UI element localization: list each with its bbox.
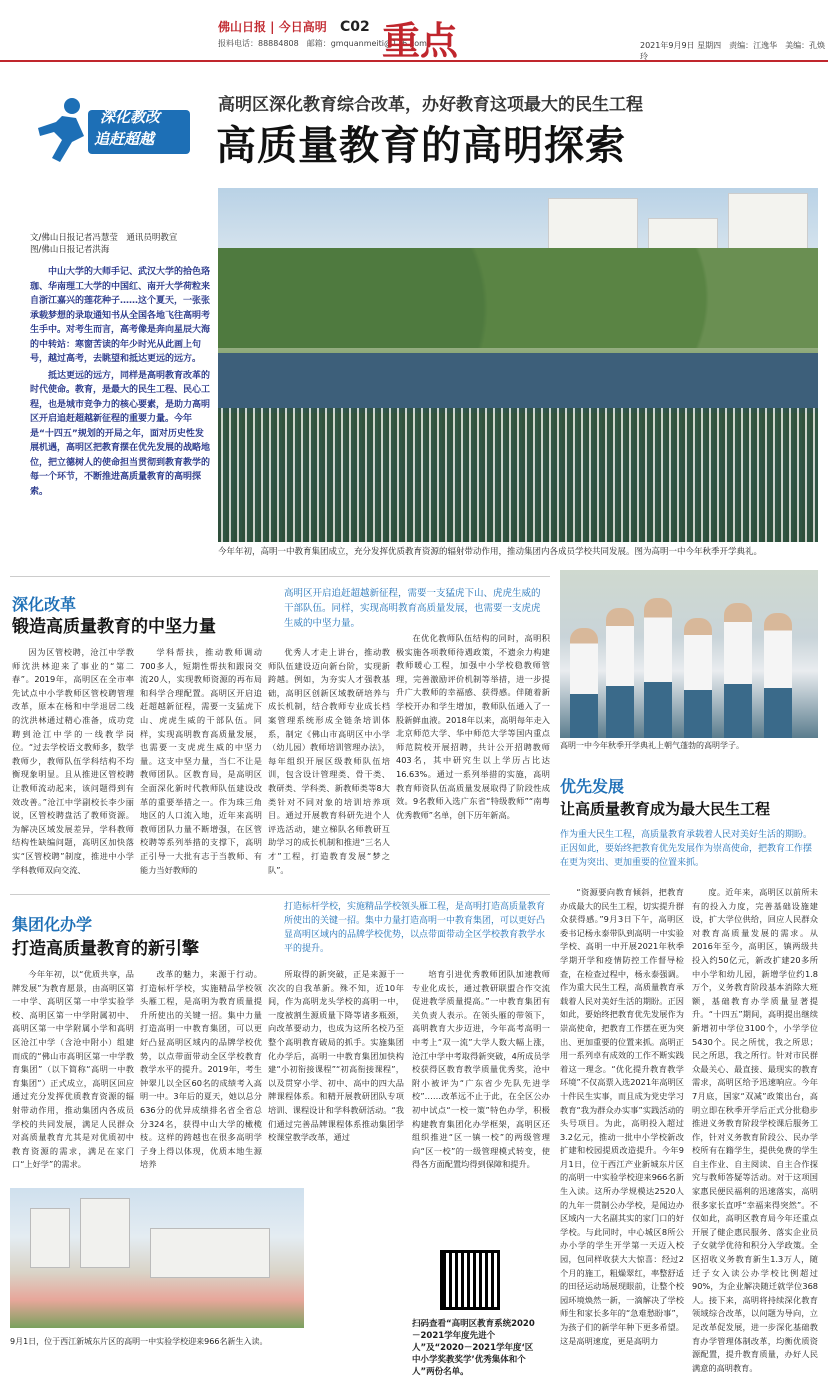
section1-col4: 在优化教师队伍结构的同时，高明积极实施各项教师待遇政策，不遗余力构建教师暖心工程，加强中小学校稳教师管理，完善激励评价机制等举措，进一步提升广大教师的幸福感、获得感。伴随着新学校开办和学生增加，教师队伍通入了一股新鲜血液。2018年以来，高明每年走入北京师范大学、华中师范大学等国内重点师范院校开展招聘，共计公开招聘教师403名，其中研究生以上学历占比达16.63%。通过一系列举措的实施，高明教育师资队伍高质量发展取得了阶段性成效。9名教师入选广东省“特级教师”“南粤优秀教师”名单，创下历年新高。 xyxy=(396,633,550,820)
school-photo-caption: 9月1日，位于西江新城东片区的高明一中实验学校迎来966名新生入读。 xyxy=(10,1337,268,1346)
hero-photo xyxy=(218,188,818,542)
section3-title: 让高质量教育成为最大民生工程 xyxy=(560,800,771,818)
school-photo xyxy=(10,1188,304,1328)
section2-quote: 打造标杆学校，实施精品学校领头雁工程，是高明打造高质量教育所使出的关键一招。集中力量打造高明一中教育集团，可以更好凸显高明区域内的品牌学校优势，以点带面带动全区学校教育教学水平的提升。 xyxy=(284,902,546,954)
section3-col1: “资源要向教育倾斜，把教育办成最大的民生工程，切实提升群众获得感。”9月3日下午，高明区委书记杨永泰带队到高明一中实验学校、高明一中开展2021年秋季学期开学和疫情防控工作督导检查，在检查过程中，杨永泰强调。作为重大民生工程，高质量教育承载着人民对美好生活的期盼。正因如此，要始终把教育优先发展作为崇高使命，把教育工作摆在更为突出、更加重要的位置来抓。高明正用一系列卓有成效的工作不断实践着这一理念。“优化提升教育教学环境”不仅高票入选2021年高明区十件民生实事，而且成为党史学习教育“我为群众办实事”实践活动的头号项目。为此，高明投入超过3.2亿元，推动一批中小学校新改扩建和校园提质改造提升。今年9月1日，位于西江产业新城东片区的高明一中实验学校迎来966名新生入读。这所办学规模达2520人的九年一贯制公办学校，是闻边办区域内一大名副其实的家门口的好学校。与此同时，中心城区8所公办小学的学生开学第一天迈入校园，包同样收获大大惊喜：经过2个月的施工，粗燥翠红，率整舒适的田径运动场展现眼前，让整个校园环境焕然一新，一滴解决了学校师生和家长多年的“急难愁盼事”，为孩子们的新学年种下更多希望。这是高明速度，更是高明力 xyxy=(560,887,684,1346)
students-photo-caption: 高明一中今年秋季开学典礼上朝气蓬勃的高明学子。 xyxy=(560,741,744,750)
banner-line2: 追赶超越 xyxy=(94,130,155,148)
byline: 文/佛山日报记者冯慧莹 通讯员明教宣 图/佛山日报记者洪海 xyxy=(30,233,178,255)
headline: 高质量教育的高明探索 xyxy=(216,123,626,169)
section2-head: 集团化办学 xyxy=(12,915,93,934)
section1-quote: 高明区开启追赶超越新征程，需要一支猛虎下山、虎虎生威的干部队伍。同样，实现高明教育高质量发展，也需要一支虎虎生威的中坚力量。 xyxy=(284,588,541,629)
newspaper-logo: 佛山日报 | 今日高明 xyxy=(218,20,327,34)
hero-caption: 今年年初，高明一中教育集团成立，充分发挥优质教育资源的辐射带动作用，推动集团内各成员学校共同发展。图为高明一中今年秋季开学典礼。 xyxy=(218,547,763,557)
section1-col3: 优秀人才走上讲台，推动教师队伍建设迈向新台阶，实现新跨越。例如，为夯实人才强教基础，高明区创新区域教研培养与成长机制，结合教师专业成长档案管理系统形成全链条培训体系，制定《佛山市高明区中小学（幼儿园）教师培训管理办法》，每年组织开展区级教师队伍培训，包含设计管理类、骨干类、教研类、学科类、新教师类等8大类针对不同对象的培训培养项目。通过开展教育科研先进个人评选活动，建立梯队名师教研互助学习的成长机制和推进“三名人才”工程，打造教育发展“梦之队”。 xyxy=(268,647,390,875)
section3-quote: 作为重大民生工程，高质量教育承载着人民对美好生活的期盼。正因如此，要始终把教育优先发展作为崇高使命，把教育工作摆在更为突出、更加重要的位置来抓。 xyxy=(560,830,813,868)
section2-col1: 今年年初，以“优质共享，品牌发展”为教育愿景，由高明区第一中学、高明区第一中学实验学校、高明区第一中学附属初中、高明区第一中学附属小学和高明区沧江中学（含沧中附小）组建而成的“佛山市高明区第一中学教育集团”（以下简称“高明一中教育集团”）正式成立，高明区回应通过充分发挥优质教育资源的辐射带动作用，推动集团内各成员学校的共同发展，满足人民群众对高质量教育尤其是对优质初中教育资源的需求，满足在家门口“上好学”的需求。 xyxy=(12,969,134,1170)
lead-paragraphs: 中山大学的大师手记、武汉大学的拾色珞珈、华南理工大学的中国红、南开大学荷粒来自浙江嘉兴的莲花种子……这个夏天，一张张承载梦想的录取通知书从全国各地飞往高明考生手中。对考生而言，高考像是奔向星辰大海的中转站：寒窗苦读的年少时光从此画上句号，越过高考，去眺望和抵达更远的远方。 抵达更远的远方，同样是高明教育改革的时代使命。教育，是最大的民生工程、民心工程，也是城市竞争力的核心要素，是助力高明区开启追赶超越新征程的重要力量。今年是“十四五”规划的开局之年，面对历史性发展机遇，高明区把教育摆在优先发展的战略地位，把立德树人的使命担当贯彻到教育教学的每一个环节，不断推进高质量教育的高明探索。 xyxy=(30,267,211,497)
students-photo xyxy=(560,570,818,738)
section1-divider xyxy=(10,576,550,577)
section2-divider xyxy=(10,894,550,895)
section3-col2: 度。近年来，高明区以前所未有的投入力度，完善基础设施建设，扩大学位供给，回应人民群众对教育高质量发展的需求。从2016年至今，高明区，镇两级共投入约50亿元，新改扩建20多所中小学和幼儿园，新增学位约1.8万个，义务教育阶段基本消除大班额，基础教育办学质量显著提升。“十四五”期间，高明提出继续新增初中学位3100个，小学学位5430个。民之所忧，我之所思；民之所思，我之所行。针对市民群众最关心、最直接、最现实的教育需求，高明区给予迅速响应。今年7月底，国家“双减”政策出台，高明立即在秋季开学后正式分批稳步推进义务教育阶段学校课后服务工作，针对义务教育阶段公、民办学校所有在籍学生，提供免费的学生自主作业、自主阅读、自主合作探究与教师答疑等活动。对于这项国家惠民便民福利的迅速落实，高明很多家长直呼“幸福来得突然”。不仅如此，高明区教育局今年还重点开展了健企惠民服务、落实企业员子女就学优待和积分入学政策。全区招收义务教育新生1.3万人，随迁子女入读公办学校比例超过90%，为企业解决随迁就学位368人。接下来，高明将持续深化教育领域综合改革，以问题为导向，立足改革促发展，进一步深化基础教育办学管理体制改革，均衡优质资源配置，提升教育质量，办好人民满意的高明教育。 xyxy=(692,887,818,1373)
hotline-info: 报料电话：88884808 邮箱：gmquanmeiti@126.com xyxy=(218,39,427,48)
section1-col1: 因为区管校聘，沧江中学教师沈洪林迎来了事业的“第二春”。2019年，高明区在全市率先试点中小学教师区管校聘管理改革，原本在杨和中学退居二线的沈洪林通过精心准备，成功竞聘到沧江中学的一线教学岗位。“过去学校语文教师多，数学教师少，教师队伍学科结构不均衡现象明显。且从推进区管校聘让教师流动起来，该问题得到有效改善。”沧江中学副校长李少丽说，区管校聘盘活了教师资源。为解决区域发展差异，学科教师结构性缺编问题，高明区加快落实“区管校聘”制度，推进中小学学科教师双向交流、 xyxy=(12,647,134,875)
section3-head: 优先发展 xyxy=(560,777,625,796)
qr-code-text: 扫码查看“高明区教育系统2020－2021学年度先进个人”及“2020－2021学年度‘区中小学奖教奖学’优秀集体和个人”两份名单。 xyxy=(412,1319,535,1377)
section2-col2: 改革的魅力，来源于行动。打造标杆学校，实施精品学校领头雁工程，是高明为教育质量提升所使出的关键一招。集中力量打造高明一中教育集团，可以更好凸显高明区域内的品牌学校优势，以点带面带动全区学校教育教学水平的提升。2019年，考生钟翠儿以全区60名的成绩考入高明一中。3年后的夏天，她以总分636分的优异成绩排名省全省总分324名，获得中山大学的橄榄枝。这样的跨越也在很多高明学子身上得以体现，优质本地生源培养 xyxy=(140,969,262,1170)
page-number: C02 xyxy=(340,19,370,35)
section-name: 重点 xyxy=(382,18,459,63)
section1-col2: 学科帮扶，推动教师调动700多人，短期性帮扶和跟岗交流20人，实现教师资源的再布局和科学合理配置。高明区开启追赶超越新征程，需要一支猛虎下山、虎虎生威的干部队伍。同样，实现高明教育高质量发展，也需要一支虎虎生威的中坚力量。这支中坚力量，当仁不让是教师团队。区教育局，是高明区全面深化新时代教师队伍建设改革的重要举措之一。作为珠三角地区的人口流入地，近年来高明教师团队力量不断增强，在区管校聘等系列举措的支撑下，高明正引导一大批有志于当教师、有能力当好教师的 xyxy=(140,647,262,875)
section2-title: 打造高质量教育的新引擎 xyxy=(12,939,199,959)
subtitle: 高明区深化教育综合改革，办好教育这项最大的民生工程 xyxy=(218,95,643,115)
section2-col4: 培育引进优秀教师团队加速教师专业化成长，通过教研联盟合作交流促进教学质量提高。”一中教育集团有关负责人表示。在领头雁的带领下，高明教育大步迈进，今年高考高明一中考上“双一流”大学人数大幅上涨，沧江中学中考取得新突破，4所成员学校获得区教育教学质量优秀奖，沧中附小被评为“广东省少先队先进学校”……改革远不止于此，在全区公办初中试点“一校一策”特色办学，积极构建教育集团化办学框架，高明区还组织推进“区一镇一校”的两级管理向“区一校”的一级管理模式转变，使得各方面配置均得到保障和提升。 xyxy=(412,969,550,1170)
qr-code-icon[interactable] xyxy=(440,1250,500,1310)
section2-col3: 所取得的新突破，正是来源于一次次的自我革新。殊不知，近10年间，作为高明龙头学校的高明一中，一度被割生源质量下降等诸多瓶颈，向改革要动力，也成为这所名校乃至整个高明教育破局的抓手。实施集团化办学后，高明一中教育集团加快构建“小初衔接课程”“初高衔接课程”，以及贯穿小学、初中、高中的四大品牌课程体系。和精开展教研团队专项培训、课程设计和学科教研活动。“我们通过完善品牌课程体系推动集团学校课堂教学改革，通过 xyxy=(268,969,404,1143)
section1-head: 深化改革 xyxy=(12,595,77,614)
banner-line1: 深化教改 xyxy=(100,108,161,126)
dateline: 2021年9月9日 星期四 责编：江逸华 美编：孔焕玲 xyxy=(640,41,826,61)
section1-title: 锻造高质量教育的中坚力量 xyxy=(12,617,216,637)
